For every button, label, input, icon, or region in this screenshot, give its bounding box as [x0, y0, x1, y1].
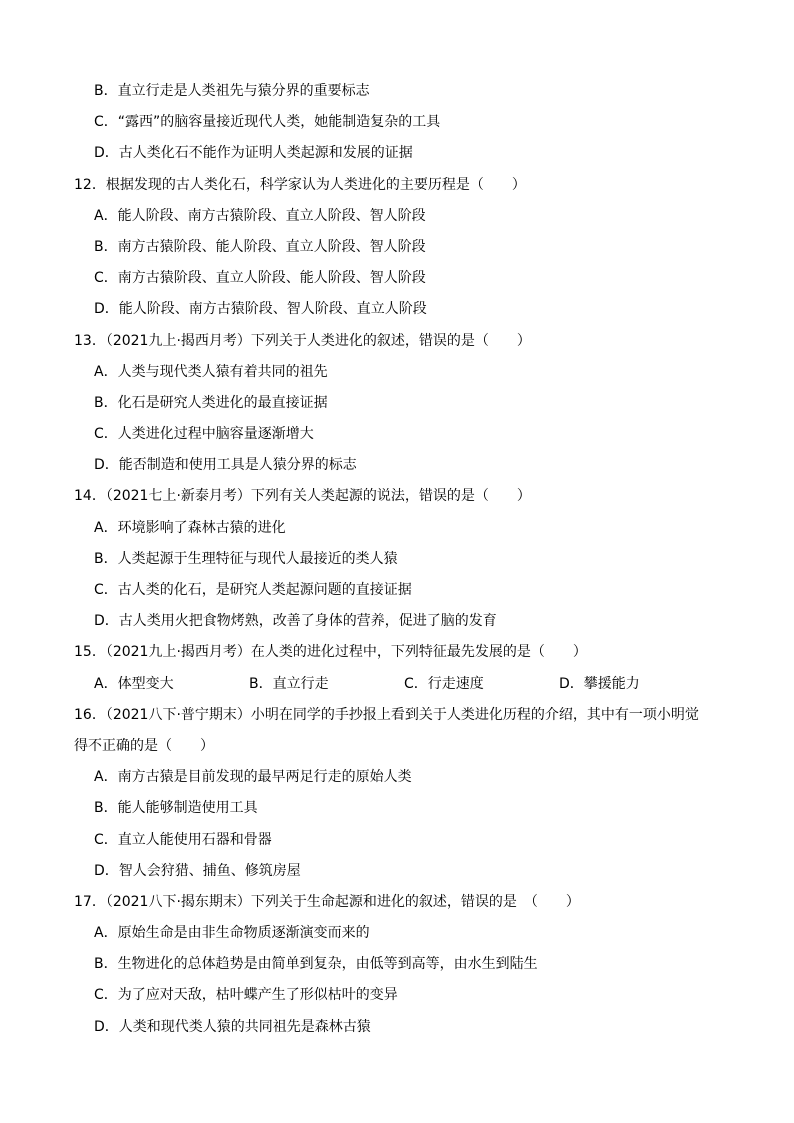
- q13-option-d: D．能否制造和使用工具是人猿分界的标志: [94, 457, 357, 474]
- q16-option-a: A．南方古猿是目前发现的最早两足行走的原始人类: [94, 769, 412, 786]
- q11-option-c: C．“露西”的脑容量接近现代人类，她能制造复杂的工具: [94, 114, 441, 131]
- q16-option-c: C．直立人能使用石器和骨器: [94, 831, 272, 848]
- q17-stem: 17．（2021八下·揭东期末）下列关于生命起源和进化的叙述，错误的是 （ ）: [74, 893, 580, 910]
- q16-stem-line1: 16．（2021八下·普宁期末）小明在同学的手抄报上看到关于人类进化历程的介绍，其中有一项小明觉: [74, 706, 699, 723]
- q16-option-b: B．能人能够制造使用工具: [94, 800, 258, 817]
- q13-option-b: B．化石是研究人类进化的最直接证据: [94, 394, 328, 411]
- q16-stem-line2: 得不正确的是（ ）: [74, 737, 214, 754]
- q11-option-b: B．直立行走是人类祖先与猿分界的重要标志: [94, 83, 370, 99]
- q12-option-d: D．能人阶段、南方古猿阶段、智人阶段、直立人阶段: [94, 301, 427, 318]
- q14-option-b: B．人类起源于生理特征与现代人最接近的类人猿: [94, 550, 398, 567]
- q17-option-b: B．生物进化的总体趋势是由简单到复杂，由低等到高等，由水生到陆生: [94, 956, 538, 973]
- q13-option-c: C．人类进化过程中脑容量逐渐增大: [94, 426, 314, 443]
- q15-option-b: B．直立行走: [249, 675, 329, 692]
- q17-option-c: C．为了应对天敌，枯叶蝶产生了形似枯叶的变异: [94, 987, 398, 1004]
- q12-option-c: C．南方古猿阶段、直立人阶段、能人阶段、智人阶段: [94, 270, 426, 287]
- q15-option-a: A．体型变大: [94, 675, 174, 692]
- q15-options-row: [74, 669, 724, 700]
- q12-option-b: B．南方古猿阶段、能人阶段、直立人阶段、智人阶段: [94, 238, 426, 255]
- q13-option-a: A．人类与现代类人猿有着共同的祖先: [94, 363, 328, 380]
- q12-option-a: A．能人阶段、南方古猿阶段、直立人阶段、智人阶段: [94, 207, 426, 224]
- q14-stem: 14．（2021七上·新泰月考）下列有关人类起源的说法，错误的是（ ）: [74, 488, 531, 505]
- q17-option-d: D．人类和现代类人猿的共同祖先是森林古猿: [94, 1018, 371, 1035]
- q16-option-d: D．智人会狩猎、捕鱼、修筑房屋: [94, 862, 301, 879]
- q14-option-d: D．古人类用火把食物烤熟，改善了身体的营养，促进了脑的发育: [94, 613, 497, 630]
- q15-option-c: C．行走速度: [404, 675, 484, 692]
- q17-option-a: A．原始生命是由非生命物质逐渐演变而来的: [94, 925, 370, 942]
- q15-option-d: D．攀援能力: [559, 675, 640, 692]
- q13-stem: 13．（2021九上·揭西月考）下列关于人类进化的叙述，错误的是（ ）: [74, 332, 531, 349]
- q11-option-d: D．古人类化石不能作为证明人类起源和发展的证据: [94, 145, 413, 162]
- q15-stem: 15．（2021九上·揭西月考）在人类的进化过程中，下列特征最先发展的是（ ）: [74, 644, 587, 661]
- q14-option-a: A．环境影响了森林古猿的进化: [94, 519, 286, 536]
- q14-option-c: C．古人类的化石，是研究人类起源问题的直接证据: [94, 582, 412, 598]
- question-list: [74, 76, 724, 1043]
- q12-stem: 12．根据发现的古人类化石，科学家认为人类进化的主要历程是（ ）: [74, 176, 526, 193]
